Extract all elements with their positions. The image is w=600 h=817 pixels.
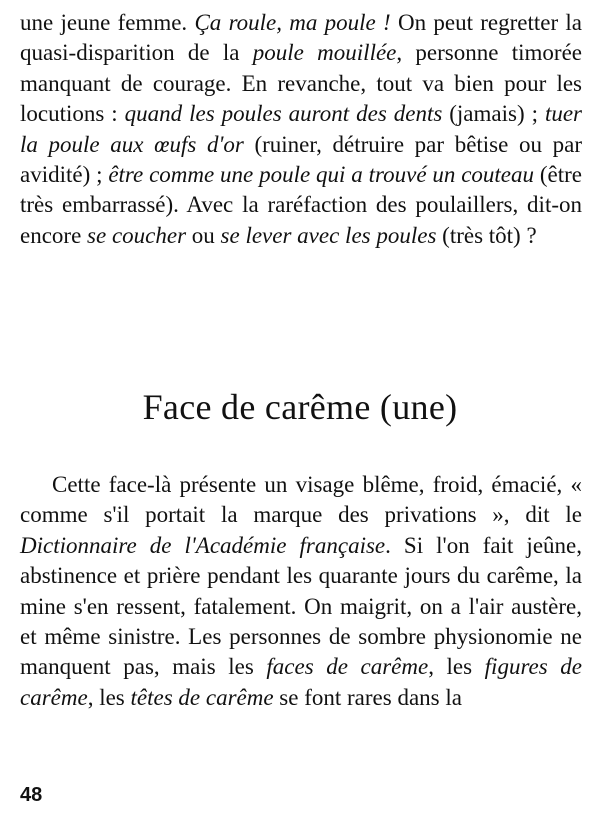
italic-expression: figures de carême — [20, 654, 582, 710]
italic-expression: tuer la poule aux œufs d'or — [20, 101, 582, 157]
text-run: , les — [87, 684, 131, 710]
paragraph-poule-continued — [20, 8, 582, 251]
text-run: (être très embarrassé). Avec la raréfaction des poulaillers, dit-on encore — [20, 162, 582, 248]
italic-expression: poule mouillée — [252, 40, 397, 66]
text-run: , les — [428, 654, 485, 680]
text-run: , personne timorée manquant de courage. En revanche, tout va bien pour les locutions : — [20, 40, 582, 127]
text-run: (très tôt) ? — [436, 222, 537, 248]
text-run: une jeune femme. — [20, 10, 195, 35]
italic-expression: faces de carême — [266, 654, 429, 680]
italic-expression: quand les poules auront des dents — [124, 101, 443, 127]
italic-title: Dictionnaire de l'Académie française — [20, 532, 386, 558]
entry-heading: Face de carême (une) — [142, 387, 458, 427]
text-run: On peut regretter la quasi-disparition de la — [20, 10, 583, 66]
text-run: (ruiner, détruire par bêtise ou par avidité) ; — [20, 131, 582, 188]
paragraph-face-de-careme — [20, 470, 582, 713]
italic-expression: têtes de carême — [130, 684, 274, 710]
text-run: se font rares dans la — [273, 684, 462, 710]
italic-expression: se coucher — [87, 222, 187, 248]
italic-expression: se lever avec les poules — [220, 222, 437, 248]
italic-expression: être comme une poule qui a trouvé un couteau — [108, 162, 535, 188]
italic-expression: Ça roule, ma poule ! — [194, 10, 391, 35]
text-run: (jamais) ; — [442, 101, 545, 127]
text-run: . Si l'on fait jeûne, abstinence et prière pendant les quarante jours du carême, la mine s'en ressent, fatalement. On maigrit, on a l'air austère, et même sinistre. Les personnes de sombre physionomie ne manquent pas, mais les — [20, 532, 582, 680]
text-run: ou — [186, 222, 221, 248]
text-run: Cette face-là présente un visage blême, froid, émacié, « comme s'il portait la marque des privations », dit le — [20, 472, 582, 528]
page-number: 48 — [20, 784, 43, 806]
